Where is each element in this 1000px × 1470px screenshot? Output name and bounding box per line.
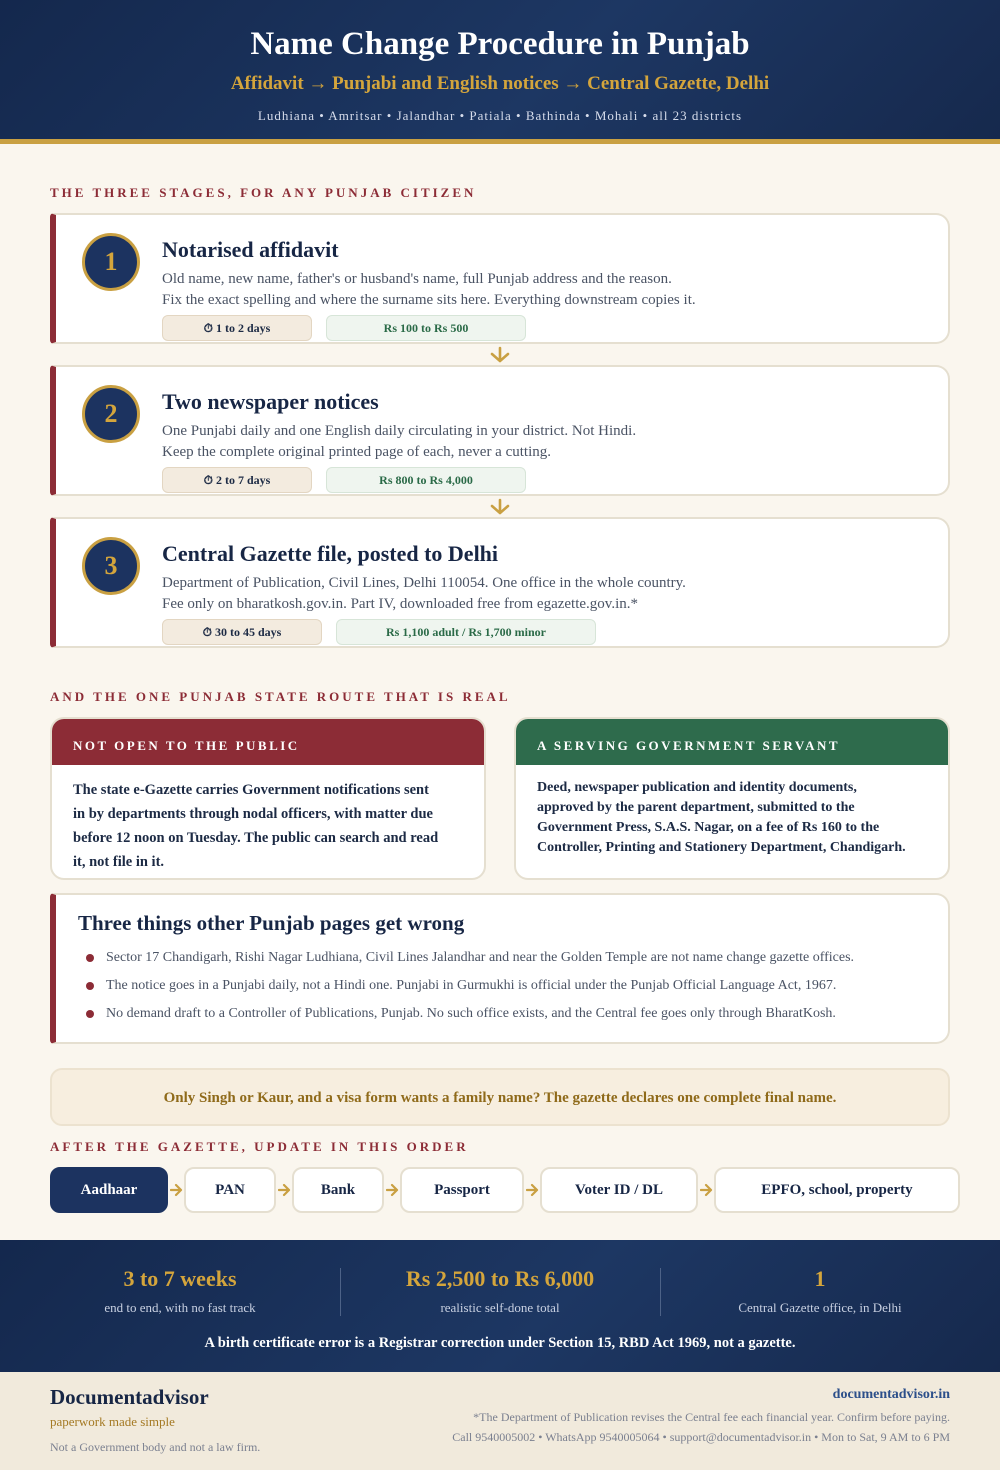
stopwatch-icon: ⏱ bbox=[203, 473, 214, 487]
stage-number: 1 bbox=[82, 233, 140, 291]
update-step-pan: PAN bbox=[184, 1167, 276, 1213]
common-mistakes-card bbox=[50, 893, 950, 1044]
common-mistakes-title: Three things other Punjab pages get wrong bbox=[78, 911, 465, 935]
stage-desc-line: Old name, new name, father's or husband's name, full Punjab address and the reason. bbox=[162, 271, 672, 287]
bullet-icon bbox=[86, 954, 94, 962]
stat-label: end to end, with no fast track bbox=[104, 1300, 256, 1315]
page-title: Name Change Procedure in Punjab bbox=[250, 26, 750, 62]
stage-title: Central Gazette file, posted to Delhi bbox=[162, 541, 499, 566]
update-order-section-label: AFTER THE GAZETTE, UPDATE IN THIS ORDER bbox=[50, 1139, 469, 1154]
stage-cost-chip: Rs 100 to Rs 500 bbox=[326, 315, 526, 341]
family-name-callout: Only Singh or Kaur, and a visa form wants a family name? The gazette declares one complete final name. bbox=[50, 1068, 950, 1126]
stat-value: 3 to 7 weeks bbox=[123, 1266, 237, 1291]
page-header bbox=[0, 0, 1000, 144]
fee-fine-print: *The Department of Publication revises the Central fee each financial year. Confirm before paying. bbox=[473, 1410, 950, 1424]
list-item bbox=[86, 947, 854, 975]
stage-desc-line: Department of Publication, Civil Lines, Delhi 110054. One office in the whole country. bbox=[162, 575, 686, 591]
state-route-section-label: AND THE ONE PUNJAB STATE ROUTE THAT IS REAL bbox=[50, 689, 511, 704]
stage-time: 1 to 2 days bbox=[216, 321, 271, 335]
stat-offices bbox=[660, 1266, 980, 1316]
stage-time-chip bbox=[162, 619, 322, 645]
stage-time: 30 to 45 days bbox=[215, 625, 282, 639]
page-subtitle: Affidavit → Punjabi and English notices → Central Gazette, Delhi bbox=[230, 73, 770, 94]
contact-info: Call 9540005002 • WhatsApp 9540005064 • support@documentadvisor.in • Mon to Sat, 9 AM to 6 PM bbox=[452, 1430, 950, 1444]
stage-time: 2 to 7 days bbox=[216, 473, 271, 487]
chevron-right-icon bbox=[170, 1182, 184, 1198]
stage-cost-chip: Rs 1,100 adult / Rs 1,700 minor bbox=[336, 619, 596, 645]
update-step-bank: Bank bbox=[292, 1167, 384, 1213]
bullet-icon bbox=[86, 982, 94, 990]
route-card-body: The state e-Gazette carries Government notifications sent in by departments through nodal officers, with matter due before 12 noon on Tuesday. The public can search and read it, not file in it. bbox=[73, 782, 439, 870]
stage-card-2 bbox=[50, 365, 950, 496]
route-card-body: Deed, newspaper publication and identity documents, approved by the parent department, submitted to the Government Press, S.A.S. Nagar, on a fee of Rs 160 to the Controller, Printing and Stationery Department, Chandigarh. bbox=[537, 780, 906, 855]
disclaimer: Not a Government body and not a law firm. bbox=[50, 1440, 261, 1454]
stats-band bbox=[0, 1240, 1000, 1372]
stage-description bbox=[162, 269, 696, 311]
chevron-right-icon bbox=[526, 1182, 540, 1198]
stat-value: Rs 2,500 to Rs 6,000 bbox=[405, 1266, 595, 1291]
update-step-voter-id: Voter ID / DL bbox=[540, 1167, 698, 1213]
chevron-right-icon bbox=[700, 1182, 714, 1198]
stage-cost-chip: Rs 800 to Rs 4,000 bbox=[326, 467, 526, 493]
list-item-text: No demand draft to a Controller of Publications, Punjab. No such office exists, and the Central fee goes only through BharatKosh. bbox=[106, 1006, 836, 1021]
chevron-down-icon bbox=[489, 346, 511, 364]
districts-list: Ludhiana • Amritsar • Jalandhar • Patiala • Bathinda • Mohali • all 23 districts bbox=[257, 108, 743, 123]
stage-number: 3 bbox=[82, 537, 140, 595]
route-card-public bbox=[50, 717, 486, 880]
route-card-heading: NOT OPEN TO THE PUBLIC bbox=[52, 719, 484, 765]
stage-desc-line: One Punjabi daily and one English daily circulating in your district. Not Hindi. bbox=[162, 423, 637, 439]
stage-time-chip bbox=[162, 467, 312, 493]
update-step-epfo: EPFO, school, property bbox=[714, 1167, 960, 1213]
chevron-right-icon bbox=[278, 1182, 292, 1198]
stat-duration bbox=[20, 1266, 340, 1316]
birth-certificate-note: A birth certificate error is a Registrar correction under Section 15, RBD Act 1969, not a gazette. bbox=[204, 1335, 796, 1351]
brand-tagline: paperwork made simple bbox=[50, 1414, 175, 1429]
stage-desc-line: Keep the complete original printed page of each, never a cutting. bbox=[162, 444, 552, 460]
stage-desc-line: Fee only on bharatkosh.gov.in. Part IV, downloaded free from egazette.gov.in.* bbox=[162, 596, 638, 612]
stage-card-3 bbox=[50, 517, 950, 648]
page-footer bbox=[0, 1372, 1000, 1470]
stage-card-1 bbox=[50, 213, 950, 344]
stage-title: Notarised affidavit bbox=[162, 237, 339, 262]
stage-description bbox=[162, 573, 686, 615]
update-step-passport: Passport bbox=[400, 1167, 524, 1213]
list-item-text: The notice goes in a Punjabi daily, not a Hindi one. Punjabi in Gurmukhi is official under the Punjab Official Language Act, 1967. bbox=[106, 978, 837, 993]
stage-title: Two newspaper notices bbox=[162, 389, 379, 414]
stat-label: Central Gazette office, in Delhi bbox=[738, 1300, 902, 1315]
stat-value: 1 bbox=[814, 1266, 826, 1291]
common-mistakes-list bbox=[86, 947, 854, 1031]
stopwatch-icon: ⏱ bbox=[202, 625, 213, 639]
stage-description bbox=[162, 421, 636, 463]
stage-desc-line: Fix the exact spelling and where the surname sits here. Everything downstream copies it. bbox=[162, 292, 696, 308]
website-link[interactable]: documentadvisor.in bbox=[832, 1387, 950, 1402]
route-card-heading: A SERVING GOVERNMENT SERVANT bbox=[516, 719, 948, 765]
stat-label: realistic self-done total bbox=[440, 1300, 560, 1315]
list-item bbox=[86, 975, 854, 1003]
stage-time-chip bbox=[162, 315, 312, 341]
stages-section-label: THE THREE STAGES, FOR ANY PUNJAB CITIZEN bbox=[50, 185, 477, 200]
stopwatch-icon: ⏱ bbox=[203, 321, 214, 335]
list-item-text: Sector 17 Chandigarh, Rishi Nagar Ludhiana, Civil Lines Jalandhar and near the Golden Temple are not name change gazette offices. bbox=[106, 950, 855, 965]
update-step-aadhaar: Aadhaar bbox=[50, 1167, 168, 1213]
bullet-icon bbox=[86, 1010, 94, 1018]
chevron-down-icon bbox=[489, 498, 511, 516]
stat-cost bbox=[340, 1266, 660, 1316]
chevron-right-icon bbox=[386, 1182, 400, 1198]
brand-name: Documentadvisor bbox=[50, 1385, 209, 1409]
list-item bbox=[86, 1003, 854, 1031]
stage-number: 2 bbox=[82, 385, 140, 443]
route-card-govt-servant bbox=[514, 717, 950, 880]
